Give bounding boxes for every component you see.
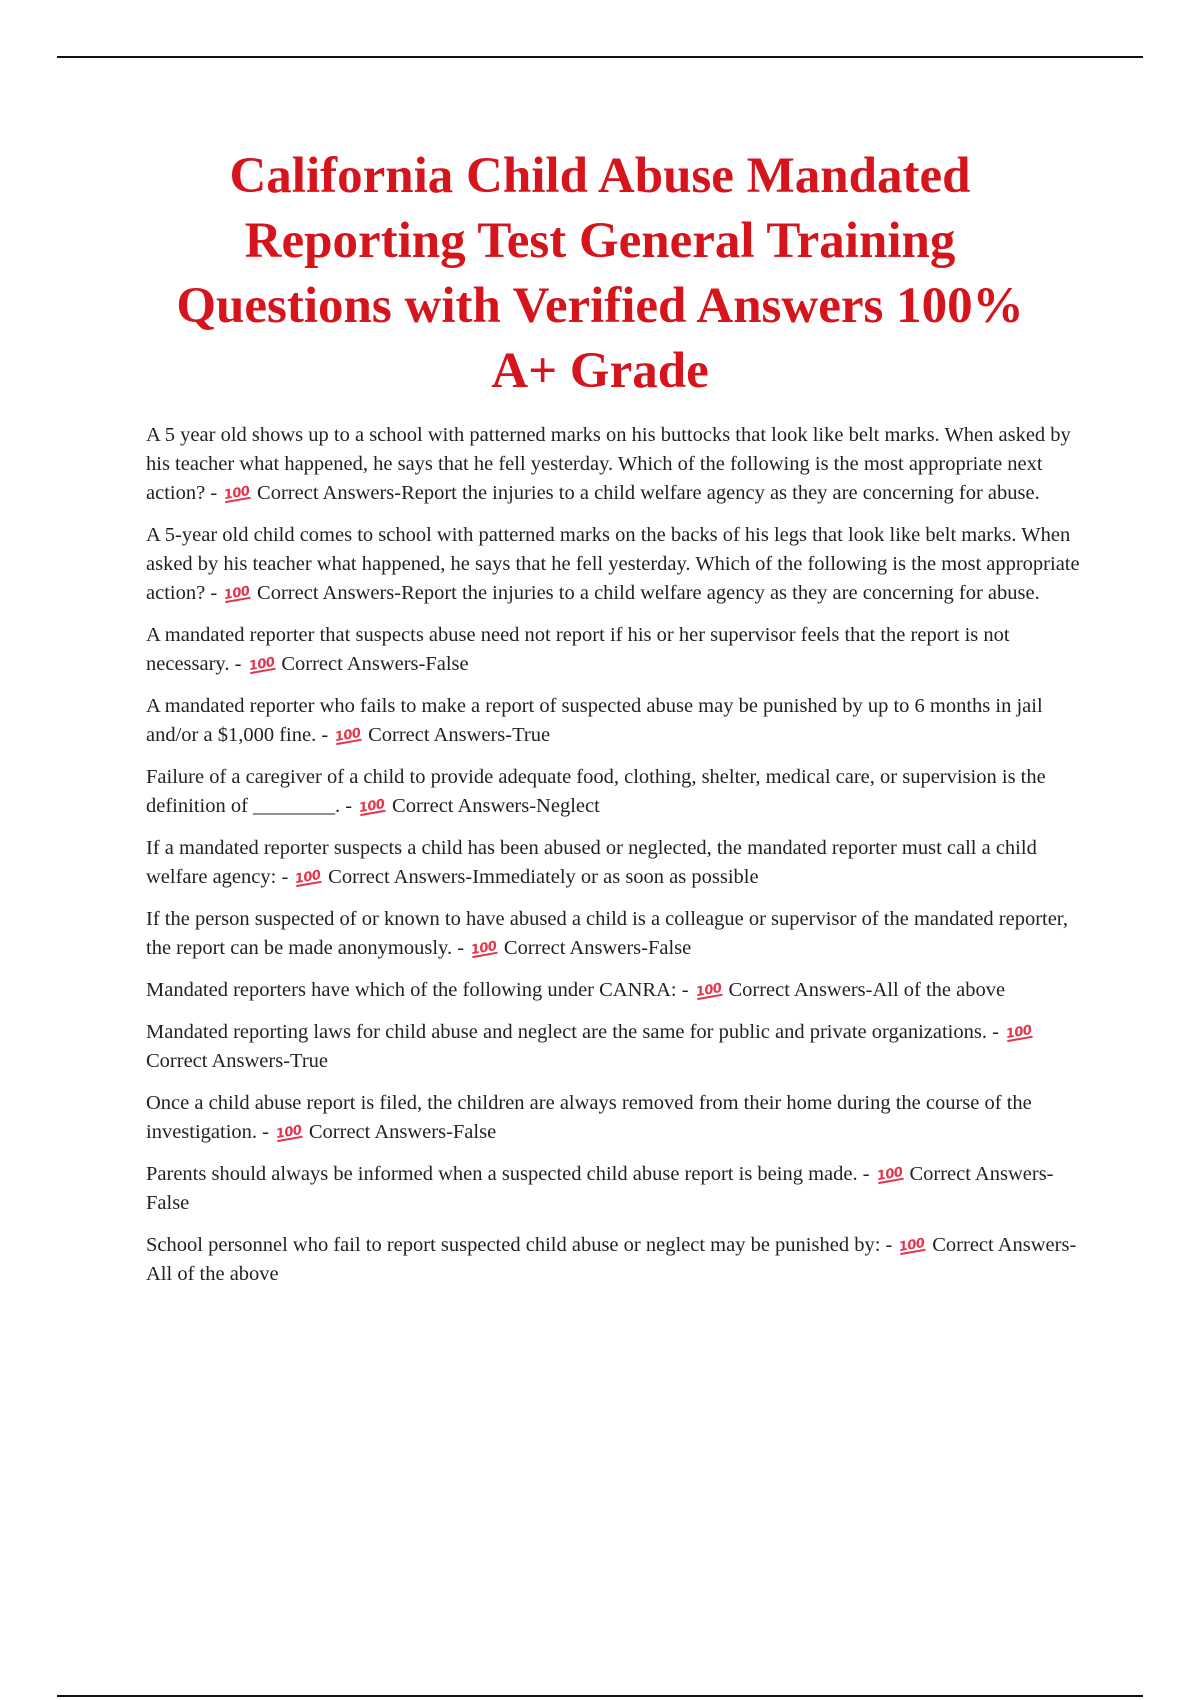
separator: - (340, 795, 358, 817)
answer-prefix: Correct Answers- (392, 795, 537, 817)
qa-item (146, 421, 1094, 508)
question-text: Once a child abuse report is filed, the children are always removed from their home during the course of the investigation. (146, 1092, 1032, 1143)
bottom-rule (57, 1695, 1143, 1697)
hundred-points-icon: 100 (358, 796, 386, 817)
answer-prefix: Correct Answers- (257, 582, 402, 604)
separator: - (205, 582, 223, 604)
top-rule (57, 56, 1143, 58)
question-text: If the person suspected of or known to have abused a child is a colleague or supervisor of the mandated reporter, the report can be made anonymously. (146, 908, 1068, 959)
separator: - (676, 979, 694, 1001)
answer-prefix: Correct Answers- (503, 937, 648, 959)
qa-item (146, 905, 1094, 963)
answer-prefix: Correct Answers- (257, 482, 402, 504)
qa-item (146, 834, 1094, 892)
separator: - (229, 653, 247, 675)
qa-item (146, 521, 1094, 608)
separator: - (205, 482, 223, 504)
answer-text: True (290, 1050, 329, 1072)
separator: - (276, 866, 294, 888)
qa-item (146, 1018, 1094, 1076)
question-text: A 5 year old shows up to a school with patterned marks on his buttocks that look like belt marks. When asked by his teacher what happened, he says that he fell yesterday. Which of the following is the most appropriate next action? (146, 424, 1071, 504)
question-text: School personnel who fail to report suspected child abuse or neglect may be punished by: (146, 1234, 881, 1256)
hundred-points-icon: 100 (223, 583, 252, 604)
question-text: A mandated reporter who fails to make a report of suspected abuse may be punished by up to 6 months in jail and/or a $1,000 fine. (146, 695, 1043, 746)
qa-list (146, 421, 1094, 1302)
answer-prefix: Correct Answers- (909, 1163, 1054, 1185)
separator: - (857, 1163, 875, 1185)
hundred-points-icon: 100 (694, 980, 723, 1001)
qa-item (146, 692, 1094, 750)
answer-text: False (425, 653, 469, 675)
answer-text: All of the above (872, 979, 1006, 1001)
question-text: If a mandated reporter suspects a child has been abused or neglected, the mandated reporter must call a child welfare agency: (146, 837, 1037, 888)
question-text: A mandated reporter that suspects abuse need not report if his or her supervisor feels that the report is not necessary. (146, 624, 1010, 675)
answer-text: False (452, 1121, 497, 1143)
hundred-points-icon: 100 (334, 725, 363, 746)
separator: - (316, 724, 334, 746)
hundred-points-icon: 100 (1004, 1022, 1033, 1043)
answer-text: True (512, 724, 551, 746)
hundred-points-icon: 100 (898, 1235, 927, 1256)
hundred-points-icon: 100 (875, 1164, 904, 1185)
separator: - (986, 1021, 1005, 1043)
separator: - (452, 937, 470, 959)
answer-prefix: Correct Answers- (308, 1121, 453, 1143)
separator: - (880, 1234, 898, 1256)
answer-text: All of the above (146, 1263, 279, 1285)
answer-prefix: Correct Answers- (281, 653, 426, 675)
hundred-points-icon: 100 (470, 938, 498, 959)
question-text: A 5-year old child comes to school with patterned marks on the backs of his legs that look like belt marks. When asked by his teacher what happened, he says that he fell yesterday. Which of the following is the most appropriate action? (146, 524, 1080, 604)
separator: - (257, 1121, 275, 1143)
answer-text: False (146, 1192, 190, 1214)
question-text: Mandated reporters have which of the following under CANRA: (146, 979, 677, 1001)
hundred-points-icon: 100 (275, 1122, 303, 1143)
document-title: California Child Abuse Mandated Reporting Test General Training Questions with Verified Answers 100% A+ Grade (176, 148, 1024, 399)
answer-text: Neglect (536, 795, 600, 817)
answer-prefix: Correct Answers- (328, 866, 473, 888)
answer-text: False (647, 937, 692, 959)
qa-item (146, 1231, 1094, 1289)
answer-text: Report the injuries to a child welfare agency as they are concerning for abuse. (401, 582, 1040, 604)
qa-item (146, 976, 1094, 1005)
answer-prefix: Correct Answers- (146, 1050, 291, 1072)
qa-item (146, 1089, 1094, 1147)
qa-item (146, 763, 1094, 821)
qa-item (146, 1160, 1094, 1218)
hundred-points-icon: 100 (294, 867, 323, 888)
question-text: Mandated reporting laws for child abuse and neglect are the same for public and private organizations. (146, 1021, 987, 1043)
answer-prefix: Correct Answers- (932, 1234, 1077, 1256)
hundred-points-icon: 100 (247, 654, 276, 675)
question-text: Parents should always be informed when a suspected child abuse report is being made. (146, 1163, 858, 1185)
answer-prefix: Correct Answers- (368, 724, 513, 746)
hundred-points-icon: 100 (223, 483, 252, 504)
answer-text: Immediately or as soon as possible (472, 866, 759, 888)
answer-prefix: Correct Answers- (728, 979, 873, 1001)
answer-text: Report the injuries to a child welfare agency as they are concerning for abuse. (401, 482, 1040, 504)
qa-item (146, 621, 1094, 679)
question-text: Failure of a caregiver of a child to provide adequate food, clothing, shelter, medical care, or supervision is the definition of ________. (146, 766, 1046, 817)
